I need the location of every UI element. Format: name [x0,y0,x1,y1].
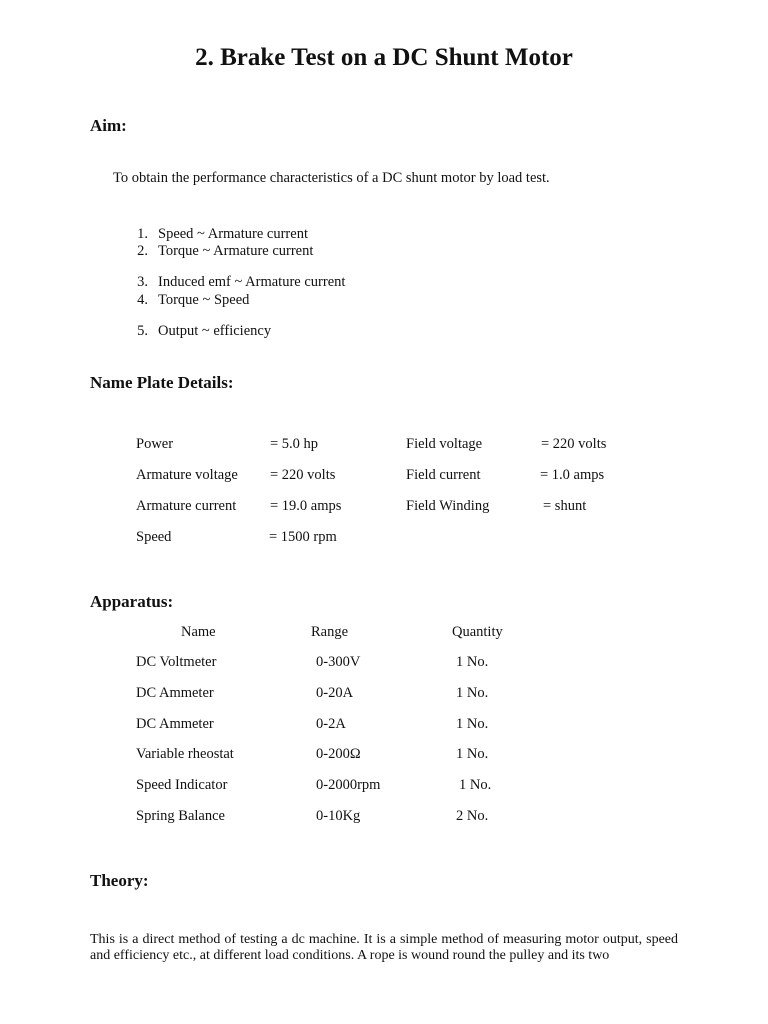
name-plate-label: Armature voltage [136,467,238,483]
name-plate-value: = 1500 rpm [269,529,337,545]
apparatus-name: Variable rheostat [136,746,234,762]
name-plate-value: = 220 volts [541,436,607,452]
apparatus-range: 0-2000rpm [316,777,381,793]
apparatus-qty: 1 No. [456,685,489,701]
name-plate-label: Speed [136,529,172,545]
page-title: 2. Brake Test on a DC Shunt Motor [195,44,573,71]
name-plate-heading: Name Plate Details: [90,373,234,392]
apparatus-range: 0-200Ω [316,746,361,762]
apparatus-name: Speed Indicator [136,777,228,793]
name-plate-label: Field Winding [406,498,490,514]
apparatus-qty: 2 No. [456,808,489,824]
aim-text: To obtain the performance characteristics of a DC shunt motor by load test. [113,170,550,186]
apparatus-name: DC Ammeter [136,716,214,732]
name-plate-value: = 19.0 amps [270,498,342,514]
apparatus-name: DC Ammeter [136,685,214,701]
name-plate-label: Field voltage [406,436,483,452]
column-header-range: Range [311,624,349,640]
apparatus-name: Spring Balance [136,808,225,824]
apparatus-range: 0-20A [316,685,354,701]
name-plate-label: Field current [406,467,481,483]
apparatus-name: DC Voltmeter [136,654,217,670]
name-plate-label: Power [136,436,174,452]
name-plate-label: Armature current [136,498,237,514]
name-plate-value: = 1.0 amps [540,467,605,483]
apparatus-qty: 1 No. [456,746,489,762]
apparatus-qty: 1 No. [456,654,489,670]
apparatus-range: 0-300V [316,654,361,670]
name-plate-value: = shunt [543,498,587,514]
apparatus-range: 0-10Kg [316,808,361,824]
apparatus-heading: Apparatus: [90,592,174,611]
column-header-name: Name [181,624,216,640]
apparatus-range: 0-2A [316,716,346,732]
column-header-quantity: Quantity [452,624,503,640]
theory-heading: Theory: [90,871,149,890]
apparatus-qty: 1 No. [459,777,492,793]
theory-paragraph: This is a direct method of testing a dc machine. It is a simple method of measuring motor output, speed and efficiency etc., at different load conditions. A rope is wound round the pulley and its two [90,932,678,963]
name-plate-value: = 220 volts [270,467,336,483]
name-plate-value: = 5.0 hp [270,436,319,452]
apparatus-qty: 1 No. [456,716,489,732]
aim-heading: Aim: [90,116,127,135]
